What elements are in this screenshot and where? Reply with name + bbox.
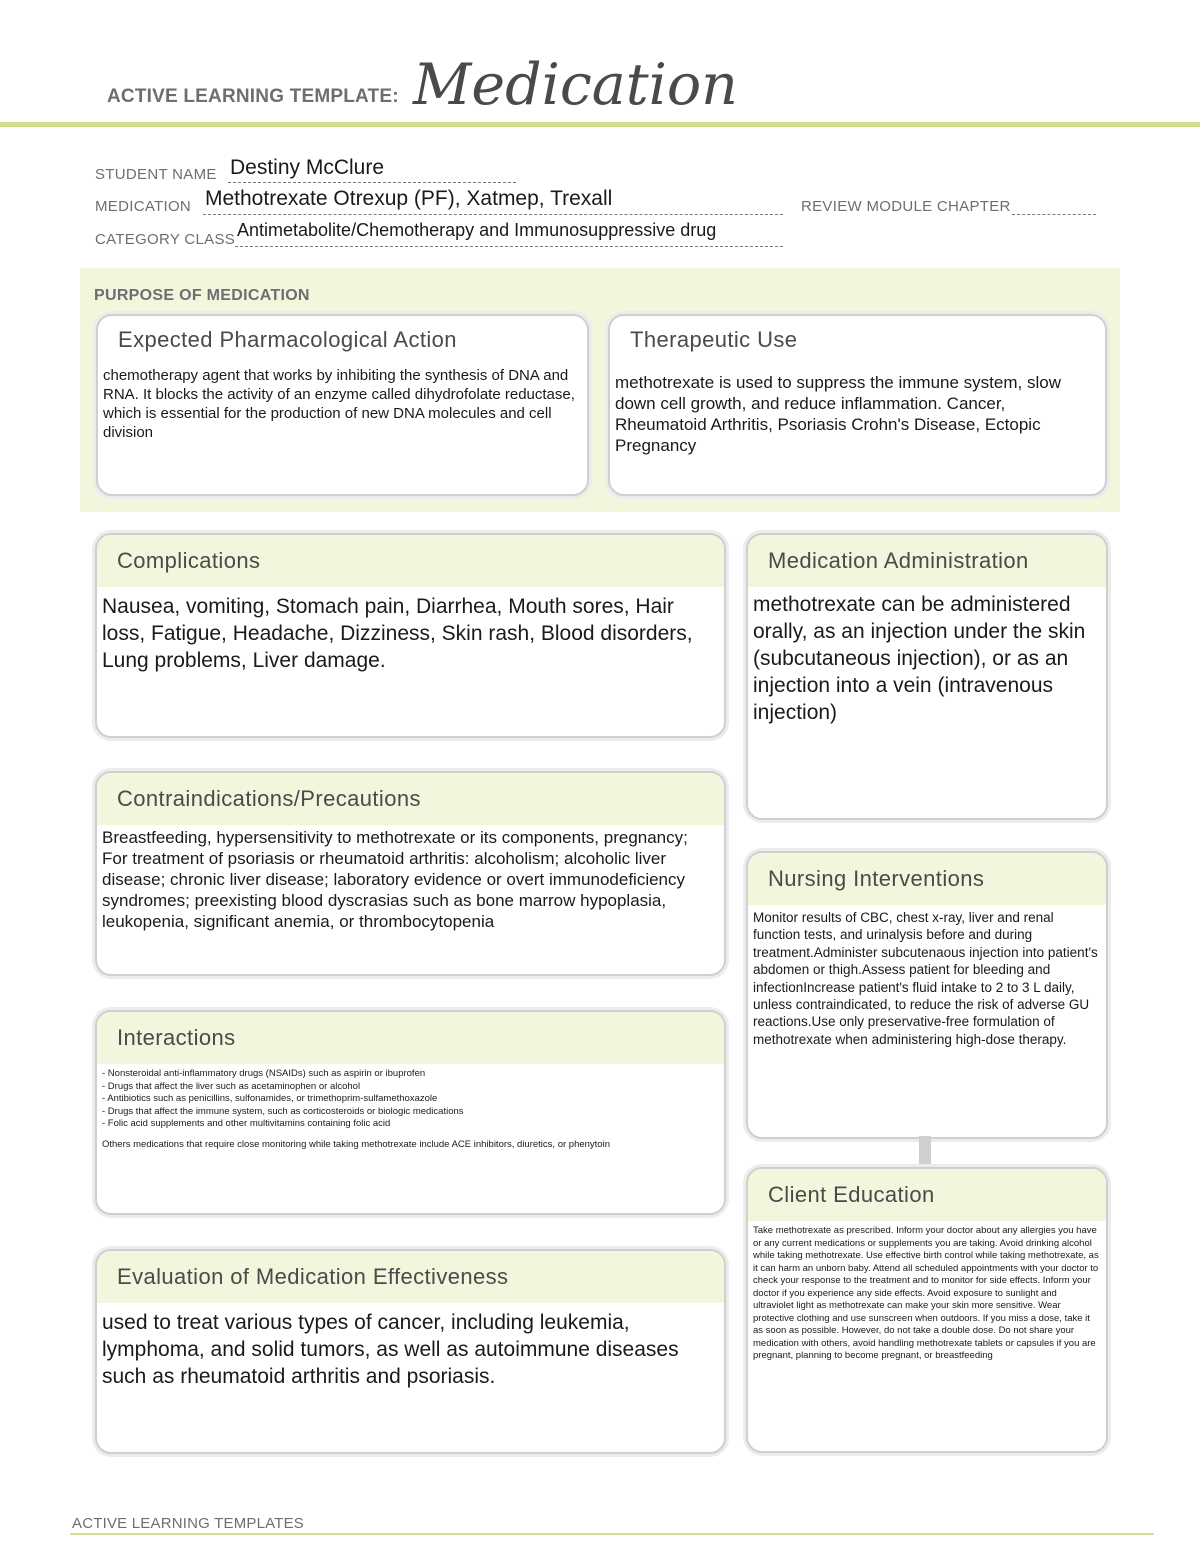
review-module-label: REVIEW MODULE CHAPTER xyxy=(801,198,1011,215)
client-education-heading: Client Education xyxy=(748,1169,1106,1221)
administration-heading: Medication Administration xyxy=(748,535,1106,587)
nursing-interventions-heading: Nursing Interventions xyxy=(748,853,1106,905)
evaluation-heading: Evaluation of Medication Effectiveness xyxy=(97,1251,724,1303)
interactions-list xyxy=(102,1068,718,1131)
evaluation-text[interactable]: used to treat various types of cancer, including leukemia, lymphoma, and solid tumors, as well as autoimmune diseases such as rheumatoid arthritis and psoriasis. xyxy=(102,1311,679,1388)
review-module-underline xyxy=(1012,214,1096,215)
therapeutic-use-heading: Therapeutic Use xyxy=(610,316,1105,364)
interaction-item[interactable]: - Antibiotics such as penicillins, sulfonamides, or trimethoprim-sulfamethoxazole xyxy=(102,1093,438,1104)
medication-field[interactable]: Methotrexate Otrexup (PF), Xatmep, Trexall xyxy=(205,187,613,210)
category-class-underline xyxy=(235,246,783,247)
complications-box xyxy=(95,533,726,738)
interaction-item[interactable]: - Drugs that affect the immune system, such as corticosteroids or biologic medications xyxy=(102,1105,464,1117)
therapeutic-use-box xyxy=(608,314,1107,496)
medication-label: MEDICATION xyxy=(95,198,192,215)
medication-underline xyxy=(203,214,783,215)
expected-action-heading: Expected Pharmacological Action xyxy=(98,316,587,364)
interactions-note[interactable]: Others medications that require close monitoring while taking methotrexate include ACE inhibitors, diuretics, or phenytoin xyxy=(102,1138,610,1150)
category-class-field[interactable]: Antimetabolite/Chemotherapy and Immunosuppressive drug xyxy=(237,220,717,240)
interaction-item[interactable]: - Folic acid supplements and other multivitamins containing folic acid xyxy=(102,1118,391,1129)
administration-text[interactable]: methotrexate can be administered orally, as an injection under the skin (subcutaneous injection), or as an injection into a vein (intravenous injection) xyxy=(753,593,1086,724)
student-name-field[interactable]: Destiny McClure xyxy=(230,156,385,179)
evaluation-box xyxy=(95,1249,726,1454)
student-name-label: STUDENT NAME xyxy=(95,166,217,183)
purpose-title: PURPOSE OF MEDICATION xyxy=(94,287,310,304)
template-label: ACTIVE LEARNING TEMPLATE: xyxy=(107,86,399,107)
complications-heading: Complications xyxy=(97,535,724,587)
interaction-item[interactable]: - Drugs that affect the liver such as acetaminophen or alcohol xyxy=(102,1080,361,1092)
interactions-heading: Interactions xyxy=(97,1012,724,1064)
client-education-box xyxy=(746,1167,1108,1453)
contraindications-heading: Contraindications/Precautions xyxy=(97,773,724,825)
category-class-label: CATEGORY CLASS xyxy=(95,231,236,248)
complications-text[interactable]: Nausea, vomiting, Stomach pain, Diarrhea, Mouth sores, Hair loss, Fatigue, Headache, Dizziness, Skin rash, Blood disorders, Lung problems, Liver damage. xyxy=(102,595,693,672)
contraindications-text[interactable]: Breastfeeding, hypersensitivity to methotrexate or its components, pregnancy; For treatment of psoriasis or rheumatoid arthritis: alcoholism; alcoholic liver disease; chronic liver disease; laboratory evidence or overt immunodeficiency syndromes; preexisting blood dyscrasias such as bone marrow hypoplasia, leukopenia, significant anemia, or thrombocytopenia xyxy=(102,828,688,931)
expected-action-text[interactable]: chemotherapy agent that works by inhibiting the synthesis of DNA and RNA. It blocks the activity of an enzyme called dihydrofolate reductase, which is essential for the production of new DNA molecules and cell division xyxy=(103,367,575,441)
student-name-underline xyxy=(228,182,516,183)
interactions-content xyxy=(97,1064,724,1151)
header-divider xyxy=(0,122,1200,127)
footer-divider xyxy=(70,1533,1154,1535)
contraindications-box xyxy=(95,771,726,976)
therapeutic-use-text[interactable]: methotrexate is used to suppress the immune system, slow down cell growth, and reduce inflammation. Cancer, Rheumatoid Arthritis, Psoriasis Crohn's Disease, Ectopic Pregnancy xyxy=(615,373,1061,455)
box-connector xyxy=(919,1136,931,1166)
expected-action-box xyxy=(96,314,589,496)
administration-box xyxy=(746,533,1108,820)
interaction-item[interactable]: - Nonsteroidal anti-inflammatory drugs (NSAIDs) such as aspirin or ibuprofen xyxy=(102,1068,426,1079)
page-title: Medication xyxy=(413,52,738,118)
client-education-text[interactable]: Take methotrexate as prescribed. Inform your doctor about any allergies you have or any current medications or supplements you are taking. Avoid drinking alcohol while taking methotrexate. Use effective birth control while taking methotrexate, as it can harm an unborn baby. Attend all scheduled appointments with your doctor to check your response to the treatment and to monitor for side effects. Inform your doctor if you experience any side effects. Avoid exposure to sunlight and ultraviolet light as methotrexate can make your skin more sensitive. Wear protective clothing and use sunscreen when outdoors. If you miss a dose, take it as soon as possible. However, do not take a double dose. Do not share your medication with others, avoid handling methotrexate tablets or capsules if you are pregnant, planning to become pregnant, or breastfeeding xyxy=(753,1225,1099,1361)
footer-label: ACTIVE LEARNING TEMPLATES xyxy=(72,1515,304,1532)
interactions-box xyxy=(95,1010,726,1215)
nursing-interventions-text[interactable]: Monitor results of CBC, chest x-ray, liver and renal function tests, and urinalysis before and during treatment.Administer subcutenaous injection into patient's abdomen or thigh.Assess patient for bleeding and infectionIncrease patient's fluid intake to 2 to 3 L daily, unless contraindicated, to reduce the risk of adverse GU reactions.Use only preservative-free formulation of methotrexate when administering high-dose therapy. xyxy=(753,910,1098,1047)
nursing-interventions-box xyxy=(746,851,1108,1139)
